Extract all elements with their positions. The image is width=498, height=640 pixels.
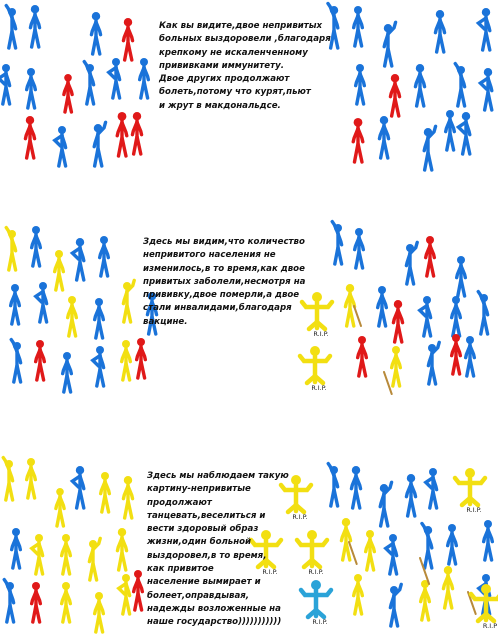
dead-figure-8 bbox=[471, 584, 498, 621]
stick-figure-67 bbox=[72, 466, 84, 508]
stick-figure-51 bbox=[426, 236, 435, 276]
rip-label: R.I.P. bbox=[292, 513, 308, 521]
stick-figure-14 bbox=[117, 112, 127, 156]
stick-figure-52 bbox=[457, 256, 466, 296]
stick-figure-65 bbox=[27, 458, 36, 498]
stick-figure-71 bbox=[32, 534, 43, 574]
stick-figure-24 bbox=[455, 64, 465, 106]
rip-label: R.I.P. bbox=[313, 330, 329, 338]
stick-figure-1 bbox=[6, 6, 16, 48]
panel-1-caption: Как вы видите,двое непривитых больных выздоровели ,благодаря крепкому не искаленченному прививками иммунитету. Двое других продолжают болеть,потому что курят,пьют и жрут в макдональдсе. bbox=[159, 21, 331, 111]
stick-figure-66 bbox=[56, 488, 64, 526]
stick-figure-76 bbox=[32, 582, 41, 622]
stick-figure-10 bbox=[140, 58, 149, 98]
stick-figure-35 bbox=[100, 236, 109, 276]
rip-label: R.I.P. bbox=[311, 384, 327, 392]
stick-figure-54 bbox=[378, 286, 387, 326]
dead-figure-4 bbox=[455, 468, 485, 505]
stick-figure-74 bbox=[117, 528, 126, 570]
stick-figure-8 bbox=[84, 62, 94, 104]
stick-figure-49 bbox=[355, 228, 364, 268]
rip-label: R.I.P. bbox=[466, 506, 482, 514]
stick-figure-89 bbox=[422, 523, 432, 568]
stick-figure-84 bbox=[406, 474, 415, 516]
stick-figure-36 bbox=[11, 284, 20, 324]
stick-figure-56 bbox=[420, 296, 431, 336]
rip-label: R.I.P. bbox=[262, 568, 278, 576]
stick-figure-43 bbox=[36, 340, 45, 380]
stick-figure-83 bbox=[380, 482, 392, 526]
stick-figure-64 bbox=[3, 458, 13, 500]
rip-label: R.I.P. bbox=[312, 618, 328, 626]
stick-figure-87 bbox=[366, 530, 375, 570]
stick-figure-3 bbox=[91, 12, 100, 54]
stick-figure-78 bbox=[95, 592, 104, 632]
panel-3-caption: Здесь мы наблюдаем такую картину-непривитые продолжают танцевать,веселиться и вести здоровый образ жизни,один больной выздоровел,в то время, как привитое население вымирает и болеет,оправдывая, надежды возложенные на наше государство))))))))))) bbox=[147, 471, 289, 628]
stick-figure-95 bbox=[443, 566, 452, 608]
stick-figure-45 bbox=[93, 346, 104, 386]
stick-figure-42 bbox=[11, 340, 21, 382]
cane-1 bbox=[354, 306, 361, 326]
stick-figure-38 bbox=[68, 296, 77, 336]
stick-figure-63 bbox=[466, 336, 475, 376]
stick-figure-19 bbox=[435, 10, 444, 52]
dead-figure-2 bbox=[300, 346, 330, 383]
panel-2-caption: Здесь мы видим,что количество непривитого населения не изменилось,в то время,как двое привитых заболели,несмотря на прививку,двое померли,а двое стали инвалидами,благодаря вакцине. bbox=[143, 237, 306, 327]
stick-figure-23 bbox=[415, 64, 424, 106]
stick-figure-37 bbox=[36, 282, 47, 322]
stick-figure-40 bbox=[123, 280, 134, 322]
stick-figure-39 bbox=[95, 298, 104, 338]
stick-figure-55 bbox=[393, 300, 402, 342]
stick-figure-46 bbox=[122, 340, 131, 380]
stick-figure-4 bbox=[123, 18, 132, 60]
stick-figure-91 bbox=[484, 520, 493, 560]
stick-figure-60 bbox=[392, 346, 401, 386]
stick-figure-15 bbox=[132, 112, 141, 154]
stick-figure-86 bbox=[341, 518, 350, 560]
stick-figure-72 bbox=[62, 534, 71, 574]
stick-figure-44 bbox=[63, 352, 72, 392]
stick-figure-50 bbox=[406, 242, 417, 284]
stick-figure-69 bbox=[123, 476, 132, 518]
stick-figure-48 bbox=[332, 222, 342, 264]
rip-label: R.I.P. bbox=[308, 568, 324, 576]
stick-figure-32 bbox=[32, 226, 41, 266]
stick-figure-85 bbox=[426, 468, 437, 508]
stick-figure-70 bbox=[12, 528, 21, 568]
stick-figure-7 bbox=[64, 74, 72, 112]
stick-figure-61 bbox=[428, 342, 439, 384]
stick-figure-13 bbox=[94, 122, 106, 166]
stick-figure-9 bbox=[109, 58, 120, 98]
stick-figure-31 bbox=[6, 228, 16, 270]
stick-figure-12 bbox=[55, 126, 66, 166]
stick-figure-82 bbox=[351, 466, 360, 508]
stick-figure-29 bbox=[446, 110, 455, 150]
stick-figure-6 bbox=[27, 68, 36, 108]
stick-figure-22 bbox=[390, 74, 399, 116]
stick-figure-34 bbox=[72, 238, 84, 280]
stick-figure-27 bbox=[379, 116, 388, 158]
stick-figure-59 bbox=[358, 336, 367, 376]
stick-figure-93 bbox=[390, 584, 401, 626]
stick-figure-58 bbox=[478, 292, 488, 334]
stick-figure-20 bbox=[478, 8, 490, 50]
stick-figure-88 bbox=[386, 534, 397, 574]
stick-figure-57 bbox=[452, 296, 461, 336]
stick-figure-5 bbox=[0, 64, 10, 104]
stick-figure-28 bbox=[424, 126, 436, 170]
stick-figure-17 bbox=[354, 6, 363, 46]
stick-figure-33 bbox=[55, 250, 64, 290]
stick-figure-75 bbox=[4, 580, 14, 622]
stick-figure-94 bbox=[421, 580, 430, 620]
stick-figure-90 bbox=[448, 524, 457, 564]
stick-figure-18 bbox=[384, 22, 396, 66]
stick-figure-92 bbox=[354, 574, 363, 614]
rip-label: R.I.P bbox=[482, 622, 498, 630]
stick-figure-80 bbox=[134, 570, 143, 610]
stick-figure-81 bbox=[328, 464, 338, 506]
stick-figure-62 bbox=[452, 334, 461, 374]
cane-2 bbox=[384, 372, 392, 394]
stick-figure-68 bbox=[101, 472, 110, 512]
stick-figure-2 bbox=[30, 5, 39, 47]
stick-figure-47 bbox=[137, 338, 146, 378]
stick-figure-30 bbox=[458, 112, 470, 154]
stick-figure-53 bbox=[345, 284, 354, 326]
stick-figure-26 bbox=[353, 118, 363, 162]
stick-figure-21 bbox=[356, 64, 365, 104]
stick-figure-79 bbox=[119, 574, 130, 614]
stick-figure-77 bbox=[62, 582, 71, 622]
stick-figure-73 bbox=[89, 538, 100, 580]
stick-figure-11 bbox=[25, 116, 34, 158]
stick-figure-25 bbox=[480, 68, 492, 110]
